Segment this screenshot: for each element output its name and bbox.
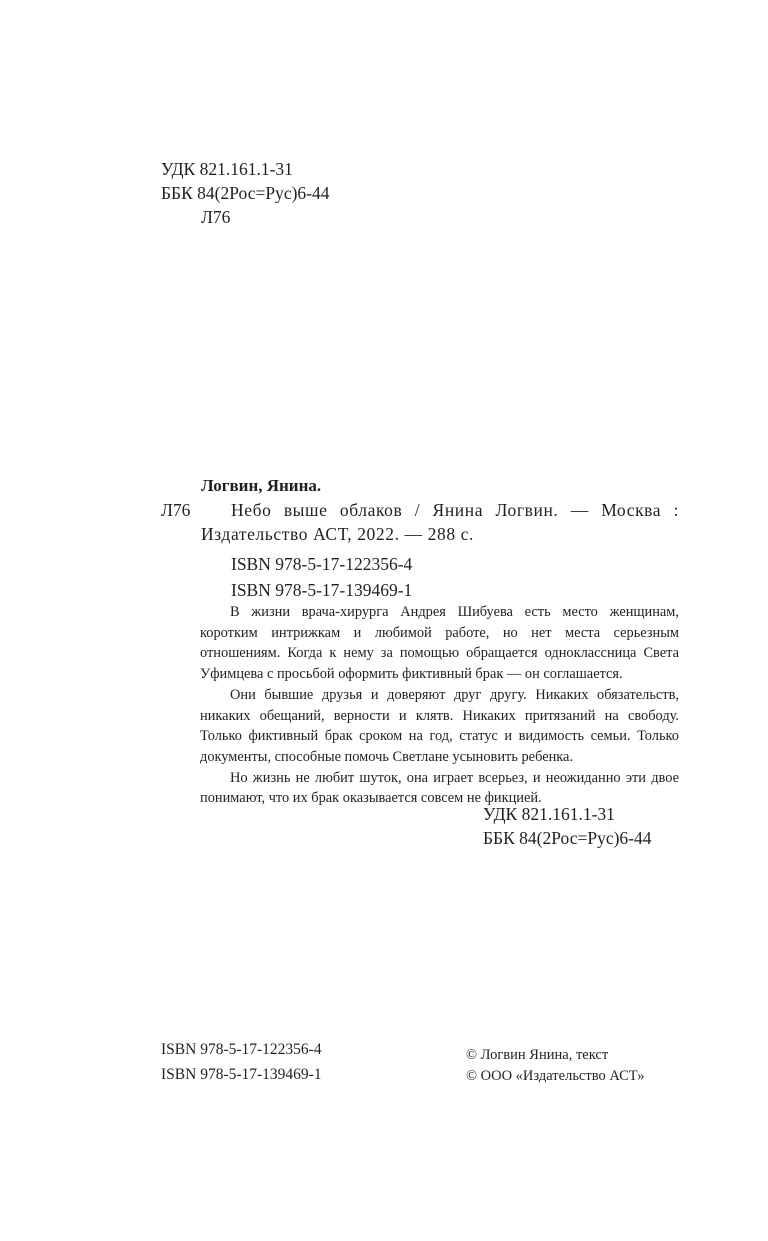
entry-title-line: Небо выше облаков / Янина Логвин. — Москва : Издательство АСТ, 2022. — 288 с.	[201, 500, 679, 544]
copyright-line: © Логвин Янина, текст	[466, 1047, 609, 1063]
copyright-block	[466, 1045, 644, 1087]
footer-isbn: ISBN 978-5-17-139469-1	[161, 1066, 322, 1083]
footer-isbn-list	[161, 1037, 322, 1087]
udk-code: УДК 821.161.1-31	[161, 159, 293, 179]
annotation-classification	[483, 802, 652, 850]
annotation-udk: УДК 821.161.1-31	[483, 804, 615, 824]
author-mark: Л76	[201, 207, 231, 227]
copyright-line: © ООО «Издательство АСТ»	[466, 1068, 645, 1084]
entry-author: Логвин, Янина.	[201, 476, 322, 495]
bbk-code: ББК 84(2Рос=Рус)6-44	[161, 183, 330, 203]
entry-isbn-list	[231, 551, 412, 603]
entry-author-mark: Л76	[161, 500, 191, 520]
entry-isbn: ISBN 978-5-17-122356-4	[231, 554, 413, 574]
top-classification	[161, 157, 330, 229]
annotation	[200, 602, 679, 809]
annotation-paragraph: В жизни врача-хирурга Андрея Шибуева есть место женщинам, коротким интрижкам и любимой работе, но нет места серьезным отношениям. Когда к нему за помощью обращается одноклассница Света Уфимцева с просьбой оформить фиктивный брак — он соглашается.	[200, 604, 679, 683]
annotation-bbk: ББК 84(2Рос=Рус)6-44	[483, 828, 652, 848]
annotation-paragraph: Они бывшие друзья и доверяют друг другу. Никаких обязательств, никаких обещаний, верности и клятв. Никаких притязаний на свободу. Только фиктивный брак сроком на год, статус и видимость семьи. Только документы, способные помочь Светлане усыновить ребенка.	[200, 686, 679, 765]
annotation-paragraph: Но жизнь не любит шуток, она играет всерьез, и неожиданно эти двое понимают, что их брак оказывается совсем не фикцией.	[200, 769, 679, 807]
footer-isbn: ISBN 978-5-17-122356-4	[161, 1041, 322, 1058]
entry-isbn: ISBN 978-5-17-139469-1	[231, 580, 413, 600]
